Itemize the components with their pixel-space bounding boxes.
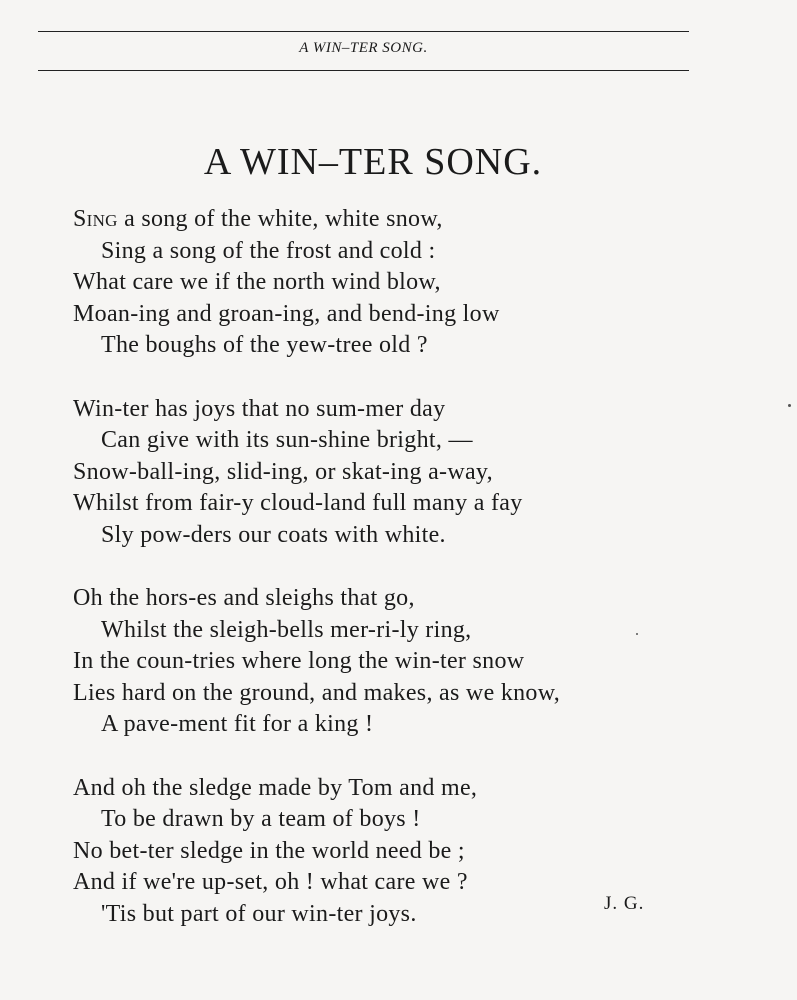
poem-line: Snow-ball-ing, slid-ing, or skat-ing a-way, (73, 458, 493, 485)
poem-line-text: a song of the white, white snow, (117, 206, 443, 232)
poem-line: Sing a song of the frost and cold : (101, 237, 436, 264)
poem-line: Sly pow-ders our coats with white. (101, 521, 446, 548)
poem-line: Whilst from fair-y cloud-land full many a fay (73, 490, 523, 516)
paper-speck (788, 404, 791, 407)
poem-line (0, 204, 760, 236)
running-head: A WIN–TER SONG. (299, 40, 428, 56)
poem-line: No bet-ter sledge in the world need be ; (73, 837, 465, 864)
poem-line: The boughs of the yew-tree old ? (101, 332, 428, 358)
stanza-3 (0, 583, 760, 741)
poem-title: A WIN–TER SONG. (203, 141, 543, 183)
poem-line: What care we if the north wind blow, (73, 269, 441, 295)
poem-line: Oh the hors-es and sleighs that go, (73, 585, 415, 611)
poem-line: Whilst the sleigh-bells mer-ri-ly ring, (101, 616, 472, 643)
stanza-1 (0, 204, 760, 362)
poem-line: Moan-ing and groan-ing, and bend-ing low (73, 300, 500, 327)
paper-speck (636, 633, 638, 635)
poem-line: To be drawn by a team of boys ! (101, 806, 421, 832)
poem-line: Win-ter has joys that no sum-mer day (73, 395, 446, 422)
stanza-4 (0, 773, 760, 931)
poem-body (0, 204, 760, 962)
poem-line: In the coun-tries where long the win-ter snow (73, 648, 525, 674)
poem-line: Lies hard on the ground, and makes, as we know, (73, 679, 561, 706)
poem-line: 'Tis but part of our win-ter joys. (101, 900, 417, 927)
poem-line: A pave-ment fit for a king ! (101, 711, 374, 737)
poem-line: And if we're up-set, oh ! what care we ? (73, 869, 468, 895)
poem-line: And oh the sledge made by Tom and me, (73, 774, 478, 801)
header-top-rule (38, 31, 689, 32)
author-signature: J. G. (604, 893, 645, 914)
header-bottom-rule (38, 70, 689, 71)
stanza-2 (0, 394, 760, 552)
poem-line: Can give with its sun-shine bright, — (101, 427, 473, 453)
poem-line-initial-word: Sing (73, 206, 118, 232)
